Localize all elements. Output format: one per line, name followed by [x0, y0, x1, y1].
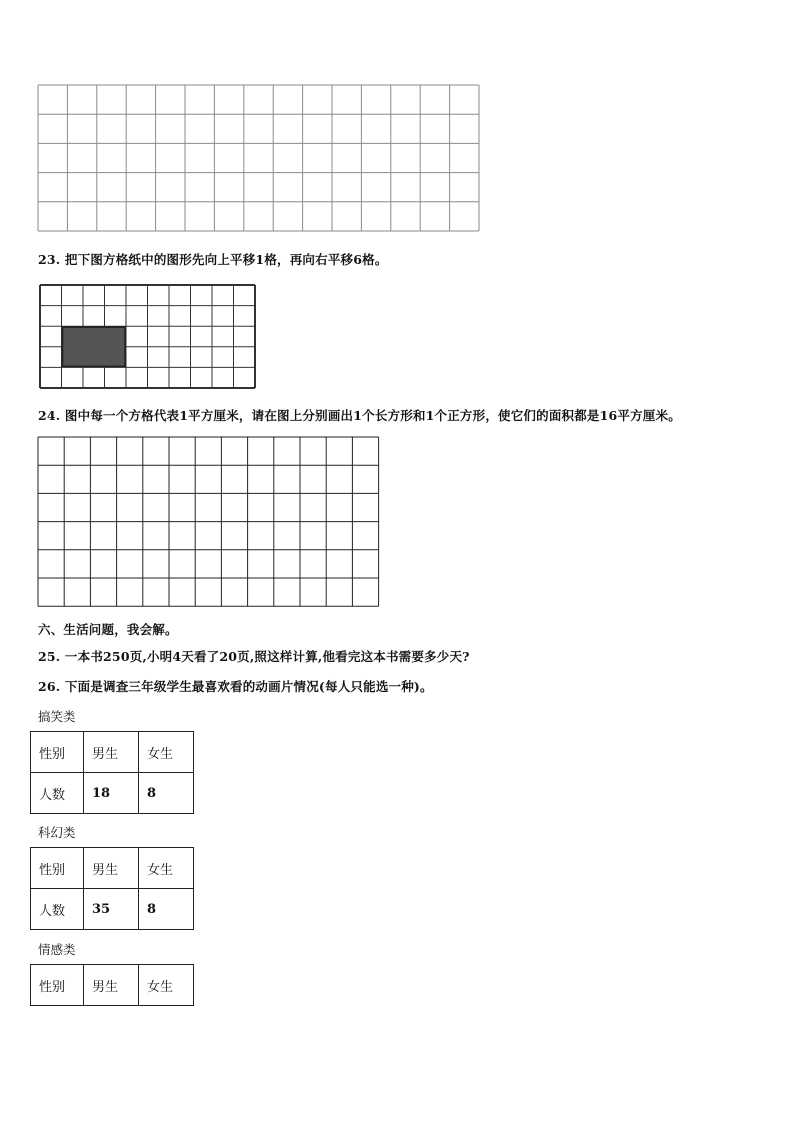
header-gender: 性别	[31, 732, 84, 773]
question-23-text: 把下图方格纸中的图形先向上平移1格，再向右平移6格。	[64, 252, 388, 267]
header-girls: 女生	[139, 848, 194, 889]
header-boys: 男生	[84, 848, 139, 889]
table-row	[31, 965, 194, 1006]
girls-count: 8	[139, 773, 194, 814]
header-girls: 女生	[139, 965, 194, 1006]
table-caption-scifi: 科幻类	[38, 825, 76, 840]
table-row	[31, 848, 194, 889]
question-23	[38, 250, 388, 268]
table-row	[31, 889, 194, 930]
girls-count: 8	[139, 889, 194, 930]
header-gender: 性别	[31, 965, 84, 1006]
question-26	[38, 677, 433, 695]
grid-24[interactable]	[0, 432, 794, 612]
section-6-title: 六、生活问题，我会解。	[38, 622, 178, 637]
shaded-rectangle	[63, 327, 126, 366]
table-caption-comedy: 搞笑类	[38, 709, 76, 724]
row-label-count: 人数	[31, 773, 84, 814]
question-26-text: 下面是调查三年级学生最喜欢看的动画片情况(每人只能选一种)。	[64, 679, 433, 694]
header-boys: 男生	[84, 965, 139, 1006]
emotion-table	[30, 964, 194, 1006]
boys-count: 18	[84, 773, 139, 814]
table-row	[31, 732, 194, 773]
table-caption-emotion: 情感类	[38, 942, 76, 957]
question-25-number: 25.	[38, 649, 61, 664]
header-girls: 女生	[139, 732, 194, 773]
boys-count: 35	[84, 889, 139, 930]
question-23-number: 23.	[38, 252, 61, 267]
grid-23[interactable]	[0, 280, 794, 400]
comedy-table	[30, 731, 194, 814]
scifi-table	[30, 847, 194, 930]
table-row	[31, 773, 194, 814]
question-26-number: 26.	[38, 679, 61, 694]
question-24-number: 24.	[38, 408, 61, 423]
question-24	[38, 406, 681, 424]
row-label-count: 人数	[31, 889, 84, 930]
question-24-text: 图中每一个方格代表1平方厘米，请在图上分别画出1个长方形和1个正方形，使它们的面积都是16平方厘米。	[64, 408, 681, 423]
header-boys: 男生	[84, 732, 139, 773]
question-25-text: 一本书250页,小明4天看了20页,照这样计算,他看完这本书需要多少天?	[64, 649, 470, 664]
header-gender: 性别	[31, 848, 84, 889]
top-grid	[0, 0, 794, 240]
question-25	[38, 647, 470, 665]
